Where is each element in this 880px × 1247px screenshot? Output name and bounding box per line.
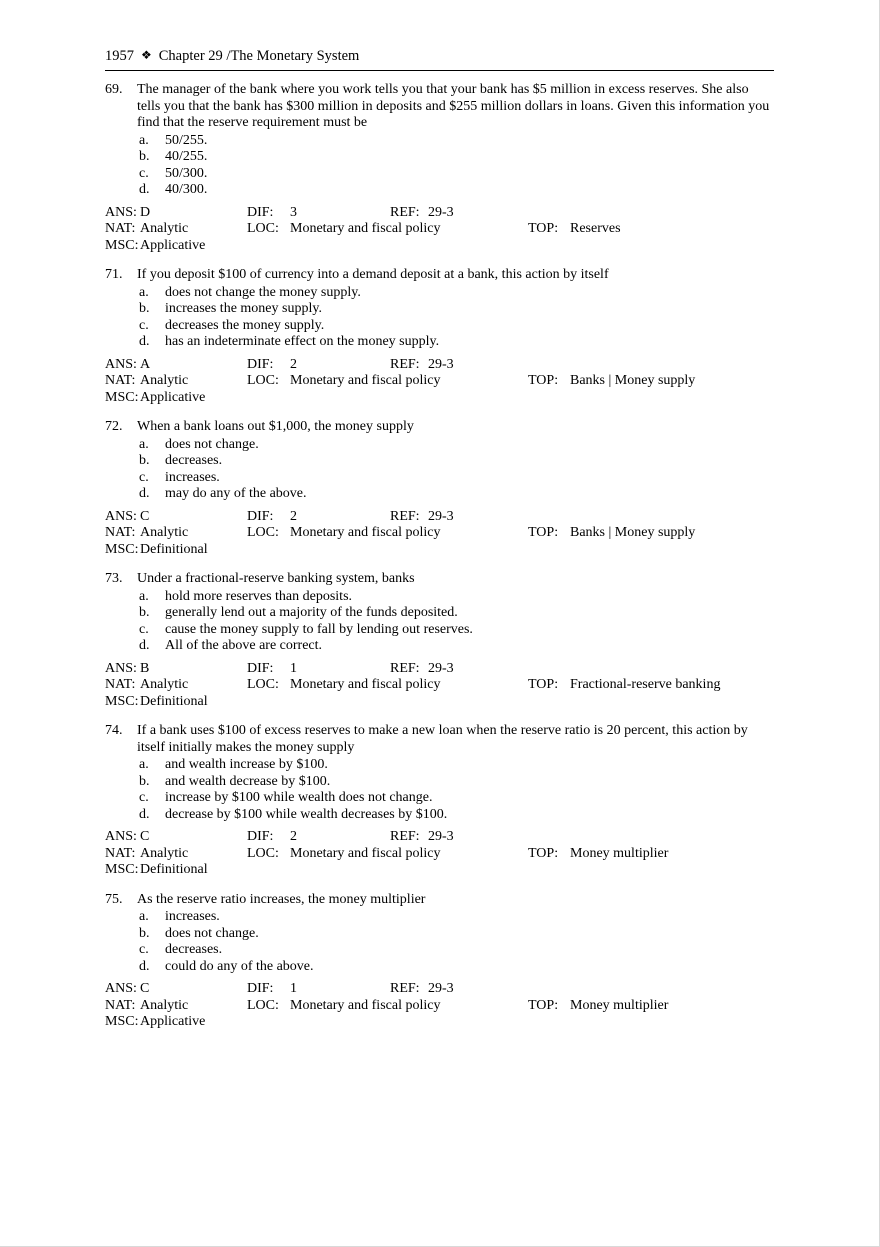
ans-label: ANS:: [105, 829, 137, 844]
choice-item: [139, 166, 774, 183]
question-number: 74.: [105, 723, 123, 738]
nat-label: NAT:: [105, 525, 136, 540]
choice-item: [139, 334, 774, 351]
question-block: [105, 571, 774, 710]
choice-item: [139, 926, 774, 943]
question-text: As the reserve ratio increases, the money multiplier: [137, 891, 426, 907]
msc-value: Definitional: [140, 541, 208, 557]
nat-label: NAT:: [105, 373, 136, 388]
choice-item: [139, 959, 774, 976]
choice-letter: c.: [139, 790, 149, 805]
ans-value: B: [140, 660, 150, 676]
loc-value: Monetary and fiscal policy: [290, 373, 441, 388]
choice-letter: c.: [139, 317, 149, 333]
choice-item: [139, 470, 774, 487]
top-value: Money multiplier: [570, 845, 669, 861]
choice-item: [139, 149, 774, 166]
ref-value: 29-3: [428, 204, 454, 220]
question-text: When a bank loans out $1,000, the money supply: [137, 419, 414, 434]
nat-value: Analytic: [140, 997, 189, 1013]
question-number: 72.: [105, 419, 123, 434]
choice-text: cause the money supply to fall by lending out reserves.: [165, 621, 473, 637]
dif-label: DIF:: [247, 204, 274, 220]
choice-letter: c.: [139, 942, 149, 957]
page-number: 1957: [105, 48, 134, 64]
choice-text: 50/300.: [165, 165, 208, 181]
question-block: [105, 267, 774, 406]
dif-label: DIF:: [247, 829, 274, 844]
choice-text: may do any of the above.: [165, 486, 307, 501]
meta-row-2: [105, 846, 774, 863]
ref-label: REF:: [390, 660, 420, 676]
choice-item: [139, 453, 774, 470]
choice-list: [137, 133, 774, 199]
ans-value: A: [140, 356, 151, 372]
nat-value: Analytic: [140, 677, 189, 692]
dif-value: 2: [290, 829, 297, 844]
msc-value: Definitional: [140, 693, 208, 709]
choice-text: does not change.: [165, 436, 259, 452]
choice-item: [139, 301, 774, 318]
choice-text: increases.: [165, 909, 220, 924]
choice-list: [137, 909, 774, 975]
choice-item: [139, 807, 774, 824]
meta-row-3: [105, 694, 774, 711]
choice-text: has an indeterminate effect on the money supply.: [165, 334, 440, 349]
ans-label: ANS:: [105, 508, 137, 524]
choice-text: 40/300.: [165, 182, 208, 197]
question-number: 71.: [105, 267, 123, 282]
nat-label: NAT:: [105, 997, 136, 1013]
choice-item: [139, 909, 774, 926]
meta-row-2: [105, 373, 774, 390]
question-meta: [105, 981, 774, 1031]
question-text: If you deposit $100 of currency into a demand deposit at a bank, this action by itself: [137, 267, 609, 282]
question-body: [137, 267, 774, 351]
nat-label: NAT:: [105, 677, 136, 692]
choice-item: [139, 622, 774, 639]
question-body: [137, 892, 774, 976]
question-body: [137, 419, 774, 503]
loc-value: Monetary and fiscal policy: [290, 997, 441, 1013]
question-text: If a bank uses $100 of excess reserves to make a new loan when the reserve ratio is 20 percent, this action by itself initially makes the money supply: [137, 723, 748, 755]
choice-text: hold more reserves than deposits.: [165, 588, 353, 604]
meta-row-1: [105, 829, 774, 846]
choice-item: [139, 638, 774, 655]
ans-value: C: [140, 981, 150, 996]
loc-label: LOC:: [247, 677, 279, 692]
ref-value: 29-3: [428, 981, 454, 996]
question-number: 73.: [105, 571, 123, 586]
choice-letter: c.: [139, 165, 149, 181]
ref-label: REF:: [390, 508, 420, 524]
choice-item: [139, 285, 774, 302]
top-value: Fractional-reserve banking: [570, 677, 721, 692]
msc-label: MSC:: [105, 237, 139, 253]
choice-list: [137, 437, 774, 503]
meta-row-3: [105, 1014, 774, 1031]
choice-text: does not change the money supply.: [165, 284, 361, 300]
choice-item: [139, 589, 774, 606]
choice-item: [139, 133, 774, 150]
dif-label: DIF:: [247, 508, 274, 524]
choice-text: decreases.: [165, 453, 223, 468]
choice-letter: d.: [139, 638, 150, 653]
meta-row-1: [105, 205, 774, 222]
choice-text: 50/255.: [165, 132, 208, 148]
choice-list: [137, 589, 774, 655]
choice-letter: b.: [139, 605, 150, 620]
dif-value: 1: [290, 981, 297, 996]
choice-letter: d.: [139, 334, 150, 349]
msc-value: Applicative: [140, 1014, 206, 1029]
choice-item: [139, 942, 774, 959]
choice-text: increase by $100 while wealth does not change.: [165, 790, 433, 805]
question-list: [105, 82, 774, 1031]
question-block: [105, 419, 774, 558]
choice-text: 40/255.: [165, 149, 208, 164]
top-value: Banks | Money supply: [570, 373, 696, 388]
loc-value: Monetary and fiscal policy: [290, 221, 441, 236]
choice-letter: b.: [139, 925, 150, 941]
choice-letter: d.: [139, 958, 150, 974]
nat-value: Analytic: [140, 373, 189, 388]
diamond-icon: ❖: [141, 48, 152, 62]
header-rule: [105, 70, 774, 71]
choice-text: decrease by $100 while wealth decreases by $100.: [165, 806, 448, 822]
question-body: [137, 571, 774, 655]
ref-value: 29-3: [428, 356, 454, 372]
ans-value: D: [140, 204, 151, 220]
choice-letter: b.: [139, 301, 150, 316]
choice-list: [137, 757, 774, 823]
top-label: TOP:: [528, 525, 559, 540]
choice-text: All of the above are correct.: [165, 638, 323, 653]
dif-value: 3: [290, 204, 297, 220]
question-body: [137, 723, 774, 823]
choice-item: [139, 318, 774, 335]
question-meta: [105, 357, 774, 407]
ref-value: 29-3: [428, 660, 454, 676]
msc-label: MSC:: [105, 862, 139, 877]
msc-label: MSC:: [105, 1014, 139, 1029]
ref-label: REF:: [390, 981, 420, 996]
ans-label: ANS:: [105, 356, 137, 372]
choice-text: decreases.: [165, 942, 223, 957]
question-body: [137, 82, 774, 199]
choice-item: [139, 774, 774, 791]
choice-item: [139, 790, 774, 807]
meta-row-3: [105, 862, 774, 879]
choice-letter: c.: [139, 469, 149, 485]
top-label: TOP:: [528, 845, 559, 861]
dif-label: DIF:: [247, 356, 274, 372]
page-header: [105, 48, 774, 65]
top-value: Reserves: [570, 221, 621, 236]
choice-letter: a.: [139, 132, 149, 148]
msc-value: Applicative: [140, 389, 206, 405]
nat-label: NAT:: [105, 845, 136, 861]
choice-text: does not change.: [165, 925, 259, 941]
ref-value: 29-3: [428, 508, 454, 524]
question-block: [105, 892, 774, 1031]
nat-value: Analytic: [140, 525, 189, 540]
nat-value: Analytic: [140, 845, 189, 861]
meta-row-2: [105, 525, 774, 542]
ref-label: REF:: [390, 356, 420, 372]
choice-letter: a.: [139, 436, 149, 452]
msc-label: MSC:: [105, 541, 139, 557]
choice-text: increases.: [165, 469, 220, 485]
question-text: The manager of the bank where you work tells you that your bank has $5 million in excess reserves. She also tells you that the bank has $300 million in deposits and $255 million dollars in loans. Given this information you find that the reserve requirement must be: [137, 82, 770, 130]
meta-row-2: [105, 998, 774, 1015]
question-text: Under a fractional-reserve banking system, banks: [137, 571, 415, 586]
choice-letter: d.: [139, 806, 150, 822]
dif-value: 2: [290, 356, 297, 372]
meta-row-3: [105, 390, 774, 407]
top-label: TOP:: [528, 677, 559, 692]
loc-value: Monetary and fiscal policy: [290, 845, 441, 861]
meta-row-3: [105, 238, 774, 255]
choice-text: increases the money supply.: [165, 301, 322, 316]
meta-row-2: [105, 677, 774, 694]
ref-value: 29-3: [428, 829, 454, 844]
choice-letter: a.: [139, 909, 149, 924]
top-label: TOP:: [528, 221, 559, 236]
ans-label: ANS:: [105, 981, 137, 996]
question-number: 69.: [105, 82, 123, 97]
meta-row-3: [105, 542, 774, 559]
question-meta: [105, 829, 774, 879]
loc-value: Monetary and fiscal policy: [290, 677, 441, 692]
choice-item: [139, 605, 774, 622]
choice-letter: d.: [139, 486, 150, 501]
chapter-title: Chapter 29 /The Monetary System: [158, 48, 360, 64]
meta-row-1: [105, 981, 774, 998]
ans-label: ANS:: [105, 204, 137, 220]
top-value: Money multiplier: [570, 997, 669, 1013]
ref-label: REF:: [390, 204, 420, 220]
choice-item: [139, 437, 774, 454]
question-meta: [105, 509, 774, 559]
question-number: 75.: [105, 891, 123, 907]
loc-value: Monetary and fiscal policy: [290, 525, 441, 540]
meta-row-1: [105, 661, 774, 678]
choice-letter: b.: [139, 453, 150, 468]
msc-label: MSC:: [105, 389, 139, 405]
msc-value: Definitional: [140, 862, 208, 877]
ans-label: ANS:: [105, 660, 137, 676]
loc-label: LOC:: [247, 845, 279, 861]
choice-text: could do any of the above.: [165, 958, 314, 974]
choice-letter: c.: [139, 621, 149, 637]
top-label: TOP:: [528, 997, 559, 1013]
choice-letter: a.: [139, 588, 149, 604]
ans-value: C: [140, 829, 150, 844]
ans-value: C: [140, 508, 150, 524]
choice-text: and wealth decrease by $100.: [165, 773, 331, 789]
nat-label: NAT:: [105, 221, 136, 236]
top-value: Banks | Money supply: [570, 525, 696, 540]
loc-label: LOC:: [247, 997, 279, 1013]
choice-item: [139, 486, 774, 503]
msc-label: MSC:: [105, 693, 139, 709]
msc-value: Applicative: [140, 237, 206, 253]
choice-item: [139, 757, 774, 774]
choice-text: generally lend out a majority of the funds deposited.: [165, 605, 458, 620]
nat-value: Analytic: [140, 221, 189, 236]
choice-letter: b.: [139, 149, 150, 164]
choice-letter: b.: [139, 773, 150, 789]
choice-letter: a.: [139, 284, 149, 300]
top-label: TOP:: [528, 373, 559, 388]
dif-label: DIF:: [247, 660, 274, 676]
meta-row-2: [105, 221, 774, 238]
loc-label: LOC:: [247, 525, 279, 540]
question-block: [105, 723, 774, 879]
choice-text: and wealth increase by $100.: [165, 757, 328, 772]
loc-label: LOC:: [247, 221, 279, 236]
choice-item: [139, 182, 774, 199]
question-meta: [105, 661, 774, 711]
choice-letter: a.: [139, 757, 149, 772]
question-meta: [105, 205, 774, 255]
dif-value: 1: [290, 660, 297, 676]
choice-list: [137, 285, 774, 351]
meta-row-1: [105, 357, 774, 374]
dif-value: 2: [290, 508, 297, 524]
meta-row-1: [105, 509, 774, 526]
choice-text: decreases the money supply.: [165, 317, 325, 333]
choice-letter: d.: [139, 182, 150, 197]
ref-label: REF:: [390, 829, 420, 844]
loc-label: LOC:: [247, 373, 279, 388]
question-block: [105, 82, 774, 254]
dif-label: DIF:: [247, 981, 274, 996]
